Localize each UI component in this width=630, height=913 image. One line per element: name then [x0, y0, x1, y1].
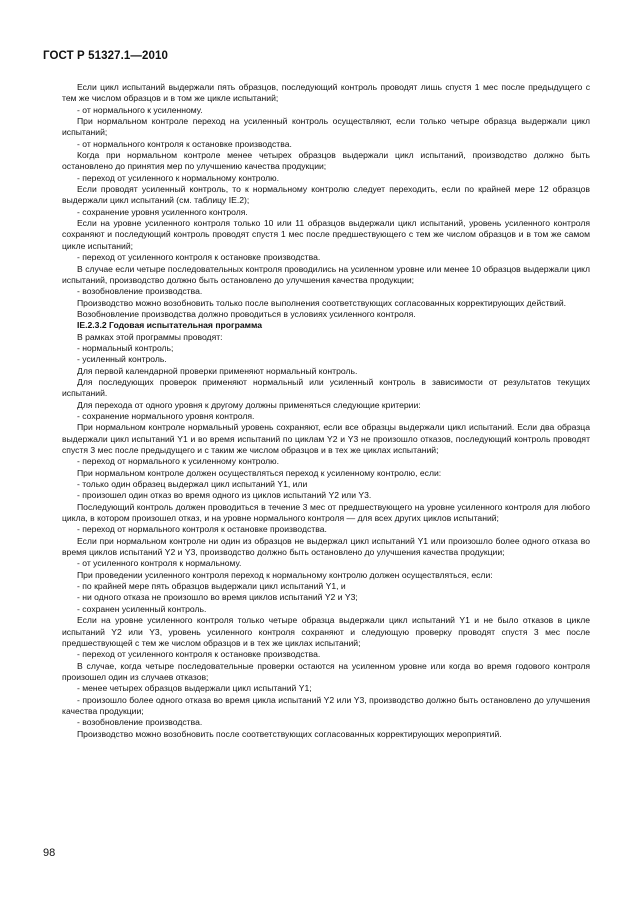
- paragraph: Производство можно возобновить только после выполнения соответствующих согласованных корректирующих действий.: [77, 297, 567, 308]
- page-number: 98: [43, 847, 56, 859]
- paragraph: - сохранение нормального уровня контроля.: [77, 410, 255, 421]
- paragraph: - от нормального контроля к остановке производства.: [77, 138, 292, 149]
- paragraph: - сохранение уровня усиленного контроля.: [77, 206, 248, 217]
- paragraph: - менее четырех образцов выдержали цикл испытаний Y1;: [77, 683, 312, 694]
- paragraph: В случае, когда четыре последовательные проверки остаются на усиленном уровне или когда во время годового контроля произошел один из случаев отказов;: [62, 660, 590, 682]
- section-heading: IE.2.3.2 Годовая испытательная программа: [77, 320, 263, 331]
- paragraph: Возобновление производства должно проводиться в условиях усиленного контроля.: [77, 308, 416, 319]
- paragraph: - усиленный контроль.: [77, 354, 167, 365]
- paragraph: - произошел один отказ во время одного из циклов испытаний Y2 или Y3.: [77, 490, 372, 501]
- paragraph: Последующий контроль должен проводиться в течение 3 мес от предшествующего на уровне усиленного контроля для любого цикла, в котором произошел отказ, и на уровне нормального контроля — для всех других циклов испытаний;: [62, 501, 590, 524]
- paragraph: В рамках этой программы проводят:: [77, 331, 223, 342]
- paragraph: Когда при нормальном контроле менее четырех образцов выдержали цикл испытаний, производство должно быть остановлено до принятия мер по улучшению качества продукции;: [62, 150, 590, 172]
- paragraph: - сохранен усиленный контроль.: [77, 603, 207, 614]
- paragraph: - переход от усиленного контроля к остановке производства.: [77, 649, 321, 660]
- paragraph: Для перехода от одного уровня к другому должны применяться следующие критерии:: [77, 399, 421, 410]
- paragraph: - от нормального к усиленному.: [77, 104, 203, 115]
- paragraph: Для первой календарной проверки применяют нормальный контроль.: [77, 365, 358, 376]
- paragraph: - нормальный контроль;: [77, 342, 174, 353]
- paragraph: - возобновление производства.: [77, 286, 203, 297]
- paragraph: При нормальном контроле переход на усиленный контроль осуществляют, если только четыре образца выдержали цикл испытаний;: [62, 116, 590, 138]
- paragraph: Если при нормальном контроле ни один из образцов не выдержал цикл испытаний Y1 или произошло более одного отказа во время циклов испытаний Y2 и Y3, производство должно быть остановлено до улучшения качества продукции;: [62, 535, 590, 558]
- paragraph: - переход от нормального к усиленному контролю.: [77, 456, 280, 467]
- paragraph: В случае если четыре последовательных контроля проводились на усиленном уровне или менее 10 образцов выдержали цикл испытаний, производство должно быть остановлено до улучшения качества продукции;: [62, 263, 590, 285]
- paragraph: - переход от усиленного к нормальному контролю.: [77, 172, 280, 183]
- document-body: [62, 82, 590, 740]
- paragraph: - по крайней мере пять образцов выдержали цикл испытаний Y1, и: [77, 581, 346, 592]
- paragraph: При нормальном контроле должен осуществляться переход к усиленному контролю, если:: [77, 467, 442, 478]
- paragraph: - переход от нормального контроля к остановке производства.: [77, 524, 327, 535]
- document-header: ГОСТ Р 51327.1—2010: [43, 50, 168, 62]
- paragraph: - от усиленного контроля к нормальному.: [77, 558, 242, 569]
- paragraph: Если проводят усиленный контроль, то к нормальному контролю следует переходить, если по крайней мере 12 образцов выдержали цикл испытаний (см. таблицу IE.2);: [62, 184, 590, 206]
- paragraph: - переход от усиленного контроля к остановке производства.: [77, 252, 321, 263]
- paragraph: Для последующих проверок применяют нормальный или усиленный контроль в зависимости от результатов текущих испытаний.: [62, 376, 590, 399]
- paragraph: - только один образец выдержал цикл испытаний Y1, или: [77, 479, 308, 490]
- paragraph: - ни одного отказа не произошло во время циклов испытаний Y2 и Y3;: [77, 592, 358, 603]
- paragraph: - возобновление производства.: [77, 717, 203, 728]
- paragraph: При проведении усиленного контроля переход к нормальному контролю должен осуществляться, если:: [77, 569, 493, 580]
- paragraph: Если на уровне усиленного контроля только четыре образца выдержали цикл испытаний Y1 и не было отказов в цикле испытаний Y2 или Y3, уровень усиленного контроля сохраняют и следующую проверку проводят спустя 3 мес после предшествующей с тем же числом образцов и в тех же циклах испытаний;: [62, 615, 590, 648]
- paragraph: Если на уровне усиленного контроля только 10 или 11 образцов выдержали цикл испытаний, уровень усиленного контроля сохраняют и последующий контроль проводят спустя 1 мес после предшествующего с тем же числом образцов и в том же самом цикле испытаний;: [62, 218, 590, 251]
- paragraph: - произошло более одного отказа во время цикла испытаний Y2 или Y3, производство должно быть остановлено до улучшения качества продукции;: [62, 694, 590, 716]
- paragraph: Производство можно возобновить после соответствующих согласованных корректирующих мероприятий.: [77, 728, 502, 739]
- paragraph: При нормальном контроле нормальный уровень сохраняют, если все образцы выдержали цикл испытаний. Если два образца выдержали цикл испытаний Y1 и во время испытаний по циклам Y2 и Y3 не произошло отказов, последующий контроль проводят спустя 3 мес после предыдущего и с таким же числом образцов и в тех же циклах испытаний;: [62, 422, 590, 455]
- paragraph: Если цикл испытаний выдержали пять образцов, последующий контроль проводят лишь спустя 1 мес после предыдущего с тем же числом образцов и в том же цикле испытаний;: [62, 82, 590, 104]
